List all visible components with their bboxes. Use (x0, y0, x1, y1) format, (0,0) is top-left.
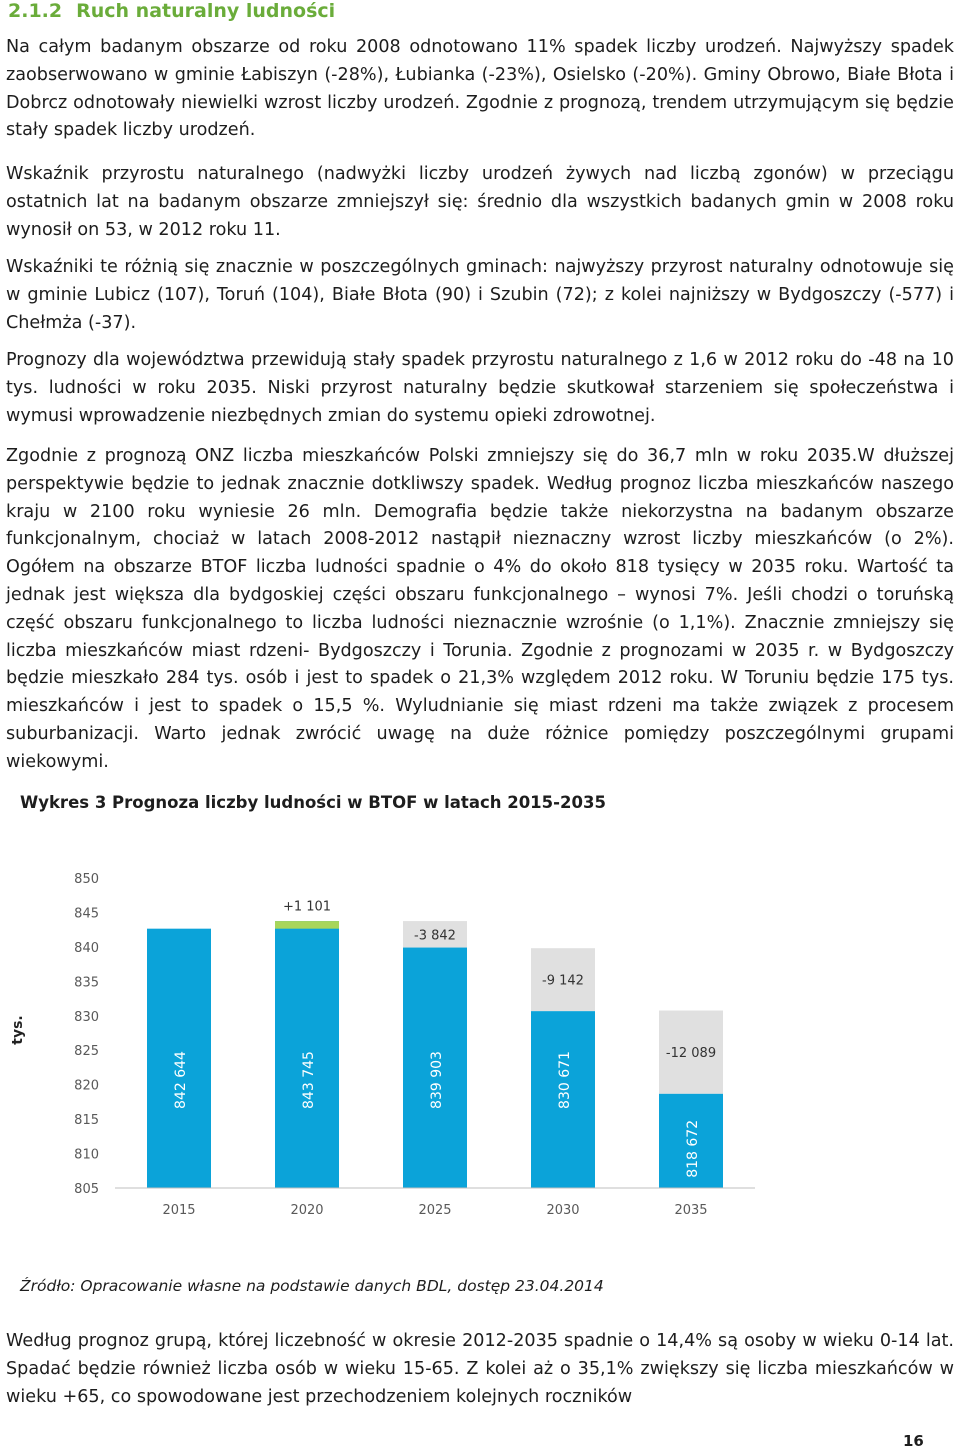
y-axis (74, 872, 99, 1197)
paragraph-population-forecast: Zgodnie z prognozą ONZ liczba mieszkańców Polski zmniejszy się do 36,7 mln w roku 2035.W dłuższej perspektywie będzie to jednak znacznie dotkliwszy spadek. Według prognoz liczba mieszkańców naszego kraju w 2100 roku wyniesie 26 mln. Demografia będzie także niekorzystna na badanym obszarze funkcjonalnym, chociaż w latach 2008-2012 nastąpił nieznaczny wzrost liczby mieszkańców (o 2%). Ogółem na obszarze BTOF liczba ludności spadnie o 4% do około 818 tysięcy w 2035 roku. Wartość ta jednak jest większa dla bydgoskiej części obszaru funkcjonalnego – wynosi 7%. Jeśli chodzi o toruńską część obszaru funkcjonalnego to liczba ludności nieznacznie wzrośnie (o 1,1%). Znacznie zmniejszy się liczba mieszkańców miast rdzeni- Bydgoszczy i Torunia. Zgodnie z prognozami w 2035 r. w Bydgoszczy będzie mieszkało 284 tys. osób i jest to spadek o 21,3% względem 2012 roku. W Toruniu będzie 175 tys. mieszkańców i jest to spadek o 15,5 %. Wyludnianie się miast rdzeni ma także związek z procesem suburbanizacji. Warto jednak zwrócić uwagę na duże różnice pomiędzy poszczególnymi grupami wiekowymi. (6, 446, 954, 772)
y-tick-label: 810 (74, 1147, 99, 1163)
paragraph-forecast-voivodeship: Prognozy dla województwa przewidują stały spadek przyrostu naturalnego z 1,6 w 2012 roku do -48 na 10 tys. ludności w roku 2035. Niski przyrost naturalny będzie skutkował starzeniem się społeczeństwa i wymusi wprowadzenie niezbędnych zmian do systemu opieki zdrowotnej. (6, 350, 954, 426)
y-tick-label: 840 (74, 940, 99, 956)
increase-segment (275, 921, 339, 929)
x-tick-label: 2025 (418, 1203, 452, 1218)
paragraph-age-groups: Według prognoz grupą, której liczebność w okresie 2012-2035 spadnie o 14,4% są osoby w wieku 0-14 lat. Spadać będzie również liczba osób w wieku 15-65. Z kolei aż o 35,1% zwiększy się liczba mieszkańców w wieku +65, co spowodowane jest przechodzeniem kolejnych roczników (6, 1331, 954, 1407)
value-label: 818 672 (685, 1119, 701, 1178)
paragraph-births: Na całym badanym obszarze od roku 2008 odnotowano 11% spadek liczby urodzeń. Najwyższy spadek zaobserwowano w gminie Łabiszyn (-28%), Łubianka (-23%), Osielsko (-20%). Gminy Obrowo, Białe Błota i Dobrcz odnotowały niewielki wzrost liczby urodzeń. Zgodnie z prognozą, trendem utrzymującym się będzie stały spadek liczby urodzeń. (6, 37, 954, 141)
paragraph-municipalities: Wskaźniki te różnią się znacznie w poszczególnych gminach: najwyższy przyrost naturalny odnotowuje się w gminie Lubicz (107), Toruń (104), Białe Błota (90) i Szubin (72); z kolei najniższy w Bydgoszczy (-577) i Chełmża (-37). (6, 257, 954, 333)
x-tick-label: 2035 (674, 1203, 708, 1218)
y-tick-label: 825 (74, 1044, 99, 1060)
value-label: 839 903 (429, 1051, 445, 1109)
section-heading (8, 0, 335, 22)
change-label: -9 142 (542, 973, 584, 989)
y-tick-label: 830 (74, 1009, 99, 1025)
value-label: 830 671 (557, 1051, 573, 1109)
y-tick-label: 820 (74, 1078, 99, 1094)
y-tick-label: 815 (74, 1113, 99, 1129)
figure-source: Źródło: Opracowanie własne na podstawie danych BDL, dostęp 23.04.2014 (20, 1277, 604, 1295)
y-tick-label: 845 (74, 906, 99, 922)
y-axis-label: tys. (10, 1015, 26, 1045)
change-label: +1 101 (282, 899, 332, 915)
figure-caption: Wykres 3 Prognoza liczby ludności w BTOF w latach 2015-2035 (20, 793, 606, 812)
x-axis (115, 1188, 755, 1218)
section-number: 2.1.2 (8, 0, 63, 22)
x-tick-label: 2030 (546, 1203, 580, 1218)
population-chart (0, 840, 960, 1240)
value-label: 842 644 (173, 1051, 189, 1109)
y-tick-label: 850 (74, 872, 99, 887)
page-number: 16 (903, 1432, 924, 1450)
change-label: -3 842 (414, 928, 456, 944)
x-tick-label: 2015 (162, 1203, 196, 1218)
value-label: 843 745 (301, 1051, 317, 1109)
bars (147, 900, 723, 1188)
x-tick-label: 2020 (290, 1203, 324, 1218)
section-title: Ruch naturalny ludności (76, 0, 336, 22)
change-label: -12 089 (665, 1046, 717, 1062)
y-tick-label: 835 (74, 975, 99, 991)
y-tick-label: 805 (74, 1182, 99, 1197)
paragraph-natural-growth: Wskaźnik przyrostu naturalnego (nadwyżki liczby urodzeń żywych nad liczbą zgonów) w przeciągu ostatnich lat na badanym obszarze zmniejszył się: średnio dla wszystkich badanych gmin w 2008 roku wynosił on 53, w 2012 roku 11. (6, 164, 954, 240)
